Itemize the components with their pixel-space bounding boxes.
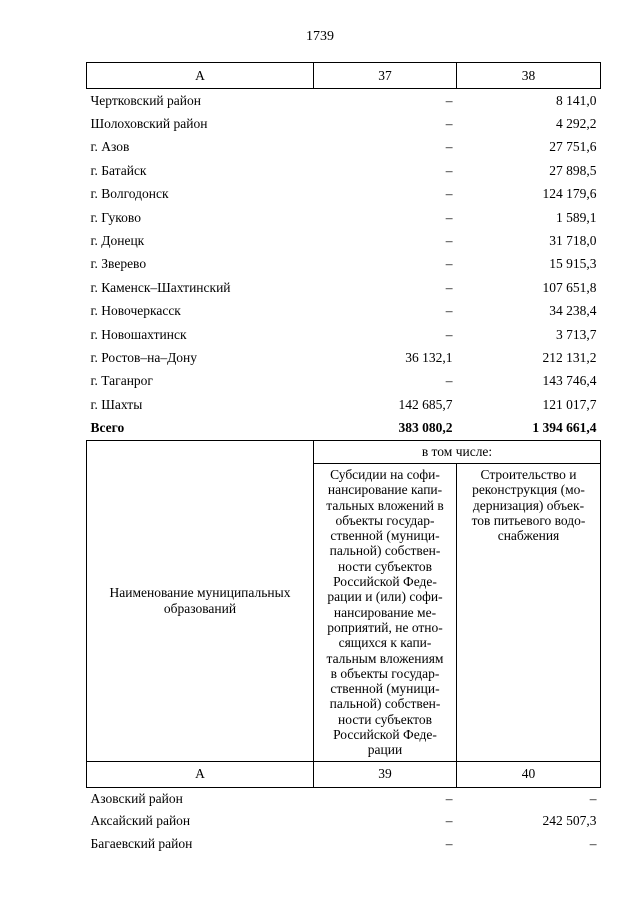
table-row	[87, 112, 601, 135]
value-cell: 8 141,0	[556, 92, 597, 108]
header-text-line: тальным вложениям	[326, 650, 444, 666]
header-text-line: дернизация) объек-	[472, 497, 585, 513]
value-cell: –	[589, 790, 597, 806]
table-row	[87, 136, 601, 159]
value-cell: 121 017,7	[542, 396, 597, 412]
value-cell: 27 751,6	[549, 139, 597, 155]
header-text-line: объекты государ-	[335, 512, 435, 528]
header-text-line: ственной (муници-	[330, 528, 440, 544]
value-cell: 31 718,0	[549, 233, 597, 249]
header-text-line: Строительство и	[480, 467, 577, 482]
municipality-name-cell: г. Каменск–Шахтинский	[90, 279, 231, 295]
table-row	[87, 323, 601, 346]
value-cell: –	[589, 835, 597, 851]
value-cell: 27 898,5	[549, 162, 597, 178]
header-text-line: тальных вложений в	[326, 497, 444, 513]
value-cell: –	[445, 256, 453, 272]
value-cell: –	[445, 326, 453, 342]
column-header-39: 39	[314, 761, 457, 787]
municipality-name-cell: г. Волгодонск	[90, 186, 169, 202]
value-cell: 107 651,8	[542, 279, 597, 295]
value-cell: 383 080,2	[398, 420, 453, 436]
municipality-name-cell: г. Азов	[90, 139, 130, 155]
header-text-line: реконструкция (мо-	[472, 482, 585, 498]
table-row	[87, 229, 601, 252]
header-text-line: Российской Феде-	[333, 574, 437, 590]
value-cell: –	[445, 186, 453, 202]
header-text-line: пальной) собствен-	[329, 543, 441, 559]
municipality-name-cell: Всего	[90, 420, 125, 436]
municipality-name-cell: г. Донецк	[90, 233, 145, 249]
table-row	[87, 346, 601, 369]
municipality-name-cell: г. Батайск	[90, 162, 147, 178]
header-text-line: пальной) собствен-	[329, 696, 441, 712]
column-header-38: 38	[457, 63, 601, 89]
table-row	[87, 300, 601, 323]
header-text-line: ственной (муници-	[330, 681, 440, 697]
header-text-line: ности субъектов	[338, 558, 432, 574]
column-39-description	[314, 464, 457, 762]
municipality-name-cell: г. Шахты	[90, 396, 143, 412]
value-cell: 142 685,7	[398, 396, 453, 412]
value-cell: –	[445, 209, 453, 225]
header-text-line: снабжения	[497, 528, 560, 544]
municipalities-name-header: Наименование муниципальных образований	[87, 441, 314, 762]
municipality-name-cell: г. Новошахтинск	[90, 326, 187, 342]
value-cell: 36 132,1	[405, 349, 453, 365]
municipality-name-cell: г. Таганрог	[90, 373, 153, 389]
value-cell: 3 713,7	[556, 326, 597, 342]
municipality-name-cell: Шолоховский район	[90, 116, 208, 132]
header-text-line: рации	[367, 742, 403, 758]
column-40-description	[457, 464, 601, 762]
municipality-name-cell: г. Зверево	[90, 256, 147, 272]
header-text-line: роприятий, не отно-	[327, 619, 443, 635]
table-row	[87, 276, 601, 299]
header-text-line: ности субъектов	[338, 711, 432, 727]
top-table	[86, 62, 601, 440]
value-cell: 1 589,1	[556, 209, 597, 225]
column-header-40: 40	[457, 761, 601, 787]
table-row	[87, 832, 601, 854]
header-text-line: сящихся к капи-	[338, 635, 432, 651]
table-row	[87, 370, 601, 393]
municipality-name-cell: Чертковский район	[90, 92, 201, 108]
total-row	[87, 416, 601, 439]
value-cell: –	[445, 92, 453, 108]
value-cell: 143 746,4	[542, 373, 597, 389]
value-cell: 4 292,2	[556, 116, 597, 132]
header-text-line: тов питьевого водо-	[471, 512, 586, 528]
page-number: 1739	[306, 29, 334, 44]
header-text-line: Субсидии на софи-	[330, 467, 440, 482]
bottom-table	[86, 440, 601, 855]
municipality-name-cell: г. Гуково	[90, 209, 141, 225]
header-text-line: рации и (или) софи-	[327, 589, 443, 605]
column-header-a: А	[87, 761, 314, 787]
top-table-header-row	[87, 63, 601, 89]
table-row	[87, 253, 601, 276]
municipality-name-cell: Азовский район	[90, 790, 183, 806]
including-header: в том числе:	[314, 441, 601, 464]
value-cell: 15 915,3	[549, 256, 597, 272]
header-text-line: нансирование ме-	[333, 604, 437, 620]
table-row	[87, 206, 601, 229]
value-cell: –	[445, 162, 453, 178]
value-cell: –	[445, 116, 453, 132]
bottom-table-header-row	[87, 761, 601, 787]
table-row	[87, 393, 601, 416]
column-header-a: А	[87, 63, 314, 89]
bottom-table-head-row-1	[87, 441, 601, 464]
value-cell: –	[445, 790, 453, 806]
value-cell: –	[445, 233, 453, 249]
value-cell: –	[445, 303, 453, 319]
table-row	[87, 159, 601, 182]
municipality-name-cell: Багаевский район	[90, 835, 193, 851]
municipality-name-cell: г. Новочеркасск	[90, 303, 181, 319]
header-text-line: в объекты государ-	[330, 665, 440, 681]
value-cell: 124 179,6	[542, 186, 597, 202]
value-cell: –	[445, 835, 453, 851]
value-cell: 34 238,4	[549, 303, 597, 319]
value-cell: 212 131,2	[542, 349, 597, 365]
table-row	[87, 89, 601, 113]
value-cell: 1 394 661,4	[532, 420, 597, 436]
table-row	[87, 810, 601, 832]
municipality-name-cell: Аксайский район	[90, 813, 191, 829]
header-text-line: нансирование капи-	[327, 482, 443, 498]
header-text-line: Российской Феде-	[333, 727, 437, 743]
municipality-name-cell: г. Ростов–на–Дону	[90, 349, 198, 365]
value-cell: –	[445, 279, 453, 295]
value-cell: –	[445, 813, 453, 829]
table-row	[87, 787, 601, 810]
value-cell: –	[445, 139, 453, 155]
column-header-37: 37	[314, 63, 457, 89]
value-cell: 242 507,3	[542, 813, 597, 829]
value-cell: –	[445, 373, 453, 389]
table-row	[87, 183, 601, 206]
